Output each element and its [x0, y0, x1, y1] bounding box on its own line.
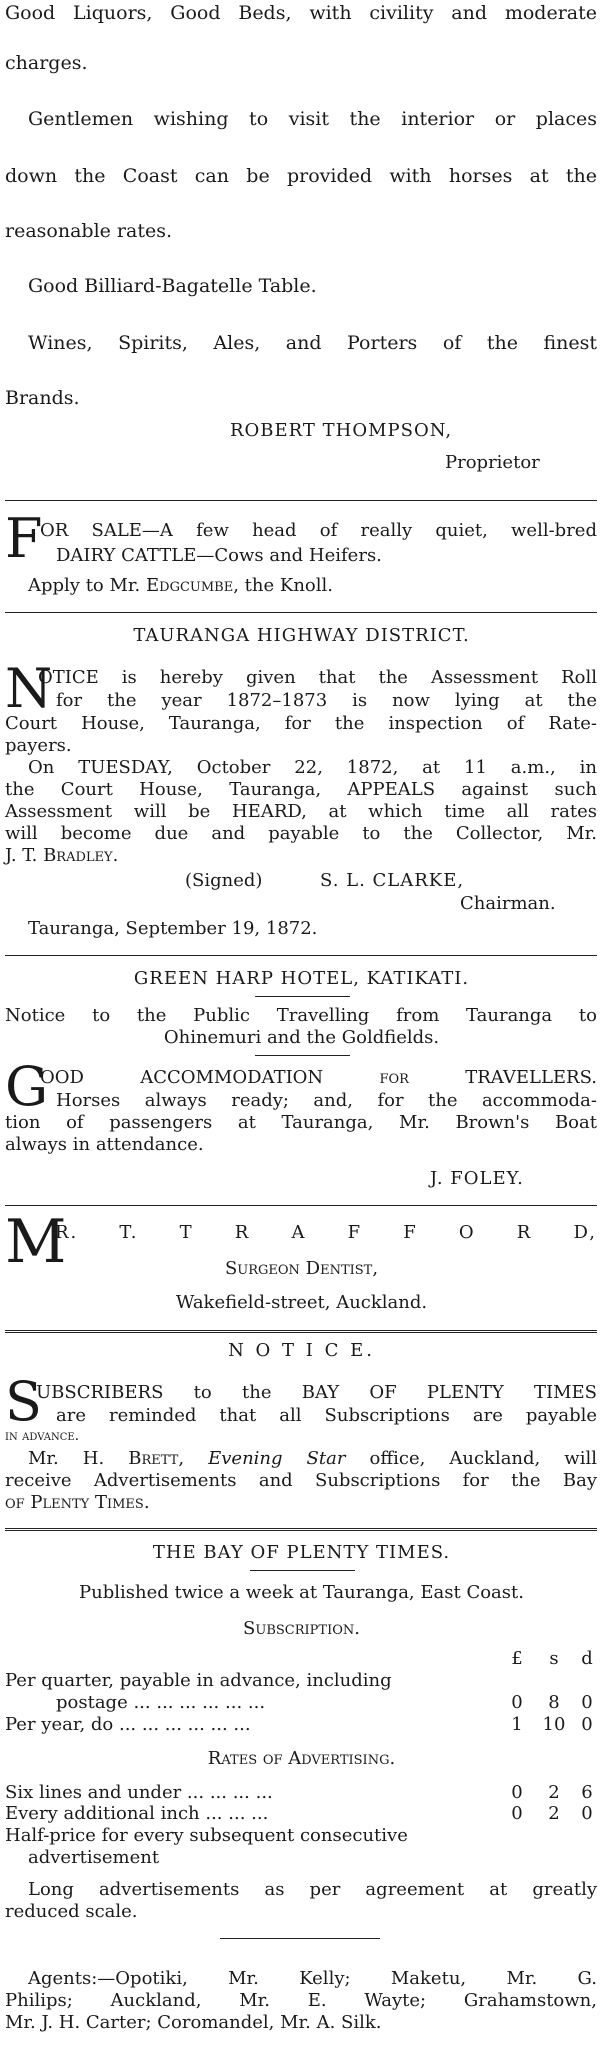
rate-note: reduced scale. [5, 1901, 138, 1922]
rate-label: Six lines and under ... ... ... ... [5, 1782, 273, 1803]
rate-pounds: 0 [511, 1692, 523, 1713]
currency-pound: £ [511, 1648, 523, 1669]
dentist-name: R. T. T R A F F O R D, [55, 1222, 597, 1243]
drop-cap: N [5, 657, 53, 720]
hotel-line: down the Coast can be provided with horses at the [5, 165, 597, 187]
rate-label: postage ... ... ... ... ... ... [56, 1692, 266, 1713]
section-heading: GREEN HARP HOTEL, KATIKATI. [133, 968, 470, 989]
rate-shillings: 2 [548, 1782, 560, 1803]
rate-pence: 0 [581, 1714, 593, 1735]
notice-line: are reminded that all Subscriptions are payable [56, 1405, 597, 1426]
currency-shilling: s [549, 1648, 559, 1669]
notice-line: receive Advertisements and Subscriptions for the Bay [5, 1470, 597, 1491]
signer-title: Chairman. [460, 893, 556, 914]
notice-line: will become due and payable to the Collector, Mr. [5, 823, 597, 844]
for-sale-line: OR SALE—A few head of really quiet, well-bred [40, 520, 597, 541]
notice-line: Ohinemuri and the Goldfields. [163, 1027, 440, 1048]
signed-label: (Signed) [185, 870, 263, 891]
section-heading: TAURANGA HIGHWAY DISTRICT. [133, 625, 470, 646]
drop-cap: G [5, 1055, 49, 1118]
rate-pence: 0 [581, 1692, 593, 1713]
signer-name: S. L. CLARKE, [320, 870, 465, 891]
advertising-heading: Rates of Advertising. [207, 1748, 396, 1769]
drop-cap: F [5, 507, 43, 570]
notice-date: Tauranga, September 19, 1872. [28, 918, 318, 939]
section-divider [5, 955, 597, 956]
notice-line: payers. [5, 735, 72, 756]
rate-shillings: 2 [548, 1803, 560, 1824]
rate-shillings: 10 [542, 1714, 566, 1735]
proprietor-title: Proprietor [445, 452, 540, 473]
dentist-title: Surgeon Dentist, [224, 1258, 379, 1279]
section-divider [5, 1330, 597, 1333]
agents-line: Mr. J. H. Carter; Coromandel, Mr. A. Silk. [5, 2012, 382, 2033]
notice-line: the Court House, Tauranga, APPEALS against such [5, 779, 597, 800]
section-divider [5, 612, 597, 613]
dentist-address: Wakefield-street, Auckland. [175, 1292, 428, 1313]
notice-line: Court House, Tauranga, for the inspection of Rate- [5, 713, 597, 734]
currency-pence: d [581, 1648, 593, 1669]
short-rule [250, 1570, 355, 1571]
notice-line: in advance. [5, 1428, 80, 1444]
rate-label: Every additional inch ... ... ... [5, 1803, 269, 1824]
notice-line: OTICE is hereby given that the Assessment Roll [38, 667, 597, 688]
hotel-line: charges. [5, 52, 88, 74]
rate-label: Per quarter, payable in advance, including [5, 1670, 392, 1691]
notice-line: always in attendance. [5, 1134, 204, 1155]
hotel-line: Brands. [5, 387, 80, 409]
short-rule [255, 996, 350, 997]
rate-note: Half-price for every subsequent consecutive [5, 1825, 408, 1846]
section-divider [5, 1205, 597, 1206]
drop-cap: S [5, 1370, 42, 1433]
notice-line: of Plenty Times. [5, 1492, 150, 1513]
agents-line: Philips; Auckland, Mr. E. Wayte; Grahamstown, [5, 1990, 597, 2011]
accommodation-line: OOD ACCOMMODATION for TRAVELLERS. [40, 1067, 597, 1088]
notice-line: for the year 1872–1873 is now lying at the [56, 690, 597, 711]
short-rule [255, 1055, 350, 1056]
notice-line: UBSCRIBERS to the BAY OF PLENTY TIMES [36, 1382, 597, 1403]
rate-note: Long advertisements as per agreement at greatly [28, 1879, 597, 1900]
for-sale-line: DAIRY CATTLE—Cows and Heifers. [56, 545, 382, 566]
notice-line: tion of passengers at Tauranga, Mr. Brown's Boat [5, 1112, 597, 1133]
drop-cap: M [5, 1207, 67, 1277]
rate-pounds: 1 [511, 1714, 523, 1735]
hotel-line: Good Liquors, Good Beds, with civility and moderate [5, 2, 597, 24]
section-heading: N O T I C E. [228, 1340, 375, 1361]
hotel-line: Wines, Spirits, Ales, and Porters of the finest [28, 332, 597, 354]
rate-pounds: 0 [511, 1782, 523, 1803]
rate-note: advertisement [28, 1847, 160, 1868]
notice-line: Horses always ready; and, for the accommoda- [56, 1090, 597, 1111]
hotel-line: Good Billiard-Bagatelle Table. [28, 275, 317, 297]
rate-label: Per year, do ... ... ... ... ... ... [5, 1714, 251, 1735]
rate-pence: 6 [581, 1782, 593, 1803]
section-heading: THE BAY OF PLENTY TIMES. [152, 1542, 451, 1563]
rate-pounds: 0 [511, 1803, 523, 1824]
hotel-line: reasonable rates. [5, 220, 173, 242]
section-divider [5, 1528, 597, 1531]
notice-line: Assessment will be HEARD, at which time all rates [5, 801, 597, 822]
notice-line: On TUESDAY, October 22, 1872, at 11 a.m., in [28, 757, 597, 778]
collector-name: J. T. Bradley. [5, 845, 119, 866]
rate-pence: 0 [581, 1803, 593, 1824]
rate-shillings: 8 [548, 1692, 560, 1713]
published-line: Published twice a week at Tauranga, East Coast. [79, 1582, 524, 1603]
short-rule [220, 1938, 380, 1939]
notice-line: Mr. H. Brett, Evening Star office, Auckland, will [28, 1448, 597, 1469]
signer-name: J. FOLEY. [430, 1168, 524, 1189]
hotel-line: Gentlemen wishing to visit the interior or places [28, 108, 597, 130]
proprietor-name: ROBERT THOMPSON, [230, 420, 453, 441]
subscription-heading: Subscription. [243, 1618, 360, 1639]
notice-line: Notice to the Public Travelling from Tauranga to [5, 1005, 597, 1026]
section-divider [5, 500, 597, 501]
agents-line: Agents:—Opotiki, Mr. Kelly; Maketu, Mr. G. [28, 1968, 597, 1989]
for-sale-contact: Apply to Mr. Edgcumbe, the Knoll. [28, 575, 333, 596]
